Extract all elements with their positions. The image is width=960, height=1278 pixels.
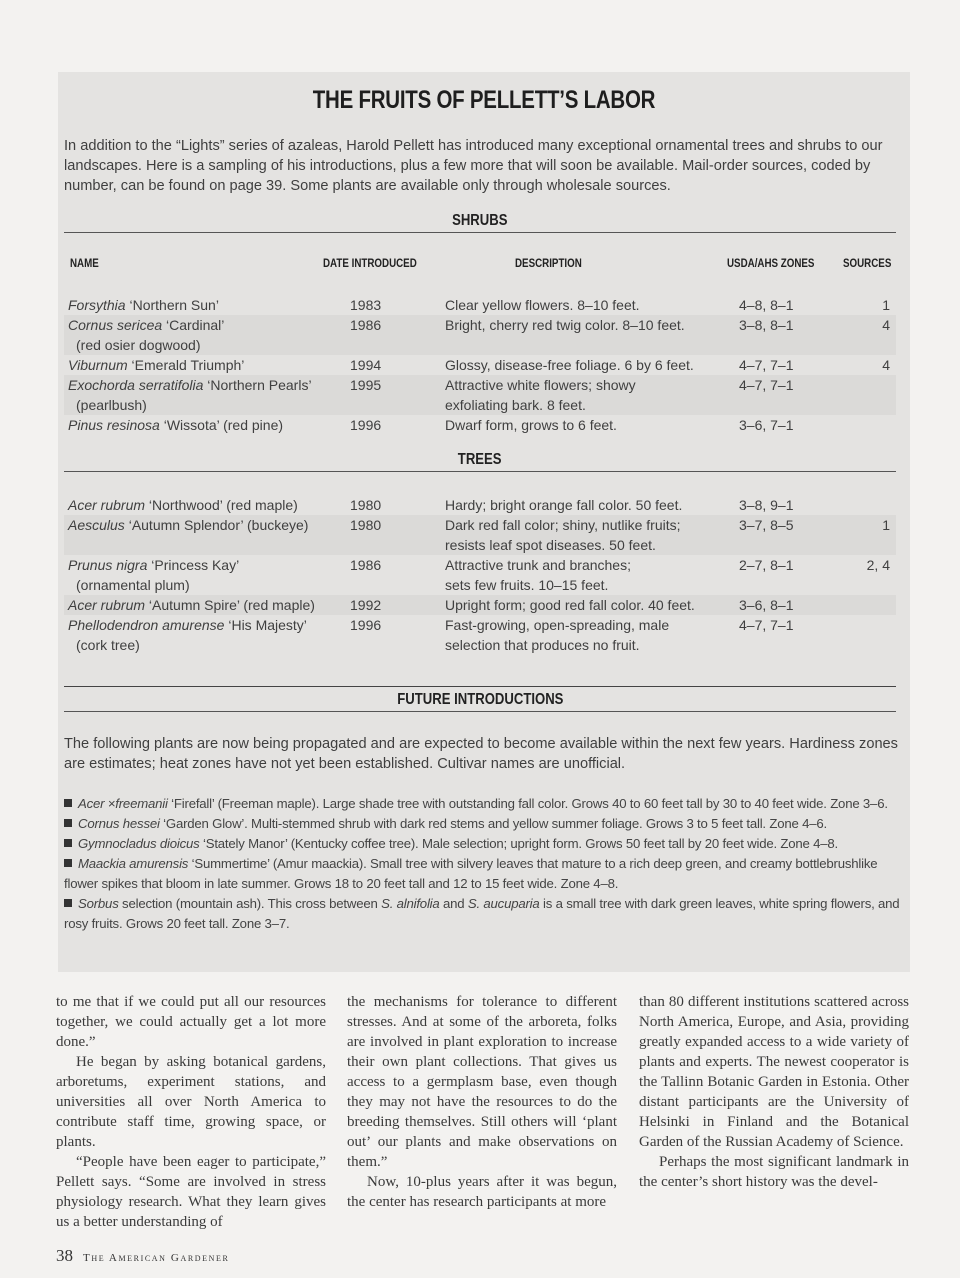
table-row: Prunus nigra ‘Princess Kay’ (ornamental plum) 1986 Attractive trunk and branches; sets few fruits. 10–15 feet. 2–7, 8–1 2, 4 bbox=[68, 557, 890, 593]
article-column-3: than 80 different institutions scattered across North America, Europe, and Asia, providing greatly expanded access to a wide variety of plants and experts. The newest cooperator is the Tallinn Botanic Garden in Estonia. Other distant participants are the University of Helsinki in Finland and the Botanical Garden of the Russian Academy of Science. Perhaps the most significant landmark in the center’s short history was the devel- bbox=[639, 994, 909, 1190]
col-head-description: DESCRIPTION bbox=[515, 258, 582, 270]
list-item: Maackia amurensis ‘Summertime’ (Amur maackia). Small tree with silvery leaves that mature to a rich deep green, and creamy bottlebrushlike flower spikes that bloom in late summer. Grows 18 to 20 feet tall and 12 to 15 feet wide. Zone 4–8. bbox=[64, 856, 878, 891]
list-item: Sorbus selection (mountain ash). This cross between S. alnifolia and S. aucuparia is a small tree with dark green leaves, white spring flowers, and rosy fruits. Grows 20 feet tall. Zone 3–7. bbox=[64, 896, 900, 931]
list-item: Cornus hessei ‘Garden Glow’. Multi-stemmed shrub with dark red stems and yellow summer foliage. Grows 3 to 5 feet tall. Zone 4–6. bbox=[64, 814, 900, 834]
table-row: Acer rubrum ‘Autumn Spire’ (red maple) 1992 Upright form; good red fall color. 40 feet. 3–6, 8–1 bbox=[64, 595, 896, 615]
article-column-1: to me that if we could put all our resources together, we could actually get a lot more done.” He began by asking botanical gardens, arboretums, experiment stations, and universities all over North America to contribute staff time, growing space, or plants. “People have been eager to participate,” Pellett says. “Some are involved in stress physiology research. What they learn gives us a better understanding of bbox=[56, 994, 326, 1230]
shrubs-heading: SHRUBS bbox=[64, 212, 896, 233]
col-head-zones: USDA/AHS ZONES bbox=[727, 258, 815, 270]
article-column-2: the mechanisms for tolerance to different stresses. And at some of the arboreta, folks are involved in plant exploration to increase their own plant collections. That gives us access to a germplasm base, even though they may not have the resources to do the breeding themselves. Still others will ‘plant out’ our plants and make observations on them.” Now, 10-plus years after it was begun, the center has research participants at more bbox=[347, 994, 617, 1210]
table-row: Acer rubrum ‘Northwood’ (red maple) 1980 Hardy; bright orange fall color. 50 feet. 3–8, 9–1 bbox=[68, 497, 794, 513]
page-number: 38 bbox=[56, 1246, 73, 1265]
table-row: Cornus sericea ‘Cardinal’ (red osier dogwood) 1986 Bright, cherry red twig color. 8–10 feet. 3–8, 8–1 4 bbox=[64, 315, 896, 355]
col-head-sources: SOURCES bbox=[843, 258, 892, 270]
sidebar-intro: In addition to the “Lights” series of azaleas, Harold Pellett has introduced many exceptional ornamental trees and shrubs to our landscapes. Here is a sampling of his introductions, plus a few more that will soon be available. Mail-order sources, coded by number, can be found on page 39. Some plants are available only through wholesale sources. bbox=[64, 138, 883, 194]
future-intro: The following plants are now being propagated and are expected to become available within the next few years. Hardiness zones are estimates; heat zones have not yet been established. Cultivar names are unofficial. bbox=[64, 736, 898, 772]
future-heading: FUTURE INTRODUCTIONS bbox=[64, 691, 896, 712]
list-item: Gymnocladus dioicus ‘Stately Manor’ (Kentucky coffee tree). Male selection; upright form. Grows 50 feet tall by 20 feet wide. Zone 4–8. bbox=[64, 834, 900, 854]
bullet-square-icon bbox=[64, 799, 72, 807]
future-list bbox=[64, 794, 900, 934]
table-row: Aesculus ‘Autumn Splendor’ (buckeye) 1980 Dark red fall color; shiny, nutlike fruits; resists leaf spot diseases. 50 feet. 3–7, 8–5 1 bbox=[64, 515, 896, 555]
sidebar-title: THE FRUITS OF PELLETT’S LABOR bbox=[312, 86, 656, 114]
col-head-name: NAME bbox=[70, 258, 99, 270]
table-row: Forsythia ‘Northern Sun’ 1983 Clear yellow flowers. 8–10 feet. 4–8, 8–1 1 bbox=[68, 297, 890, 313]
list-item: Acer ×freemanii ‘Firefall’ (Freeman maple). Large shade tree with outstanding fall color. Grows 40 to 60 feet tall by 30 to 40 feet wide. Zone 3–6. bbox=[64, 794, 900, 814]
col-head-date: DATE INTRODUCED bbox=[323, 258, 417, 270]
bullet-square-icon bbox=[64, 819, 72, 827]
bullet-square-icon bbox=[64, 899, 72, 907]
bullet-square-icon bbox=[64, 839, 72, 847]
table-row: Viburnum ‘Emerald Triumph’ 1994 Glossy, disease-free foliage. 6 by 6 feet. 4–7, 7–1 4 bbox=[68, 357, 890, 373]
page-footer bbox=[56, 1246, 229, 1266]
magazine-name: The American Gardener bbox=[83, 1252, 230, 1264]
trees-heading: TREES bbox=[64, 451, 896, 472]
table-row: Pinus resinosa ‘Wissota’ (red pine) 1996 Dwarf form, grows to 6 feet. 3–6, 7–1 bbox=[68, 417, 794, 433]
table-row: Phellodendron amurense ‘His Majesty’ (cork tree) 1996 Fast-growing, open-spreading, male selection that produces no fruit. 4–7, 7–1 bbox=[68, 617, 794, 653]
bullet-square-icon bbox=[64, 859, 72, 867]
divider bbox=[64, 686, 896, 687]
table-row: Exochorda serratifolia ‘Northern Pearls’ (pearlbush) 1995 Attractive white flowers; showy exfoliating bark. 8 feet. 4–7, 7–1 bbox=[64, 375, 896, 415]
